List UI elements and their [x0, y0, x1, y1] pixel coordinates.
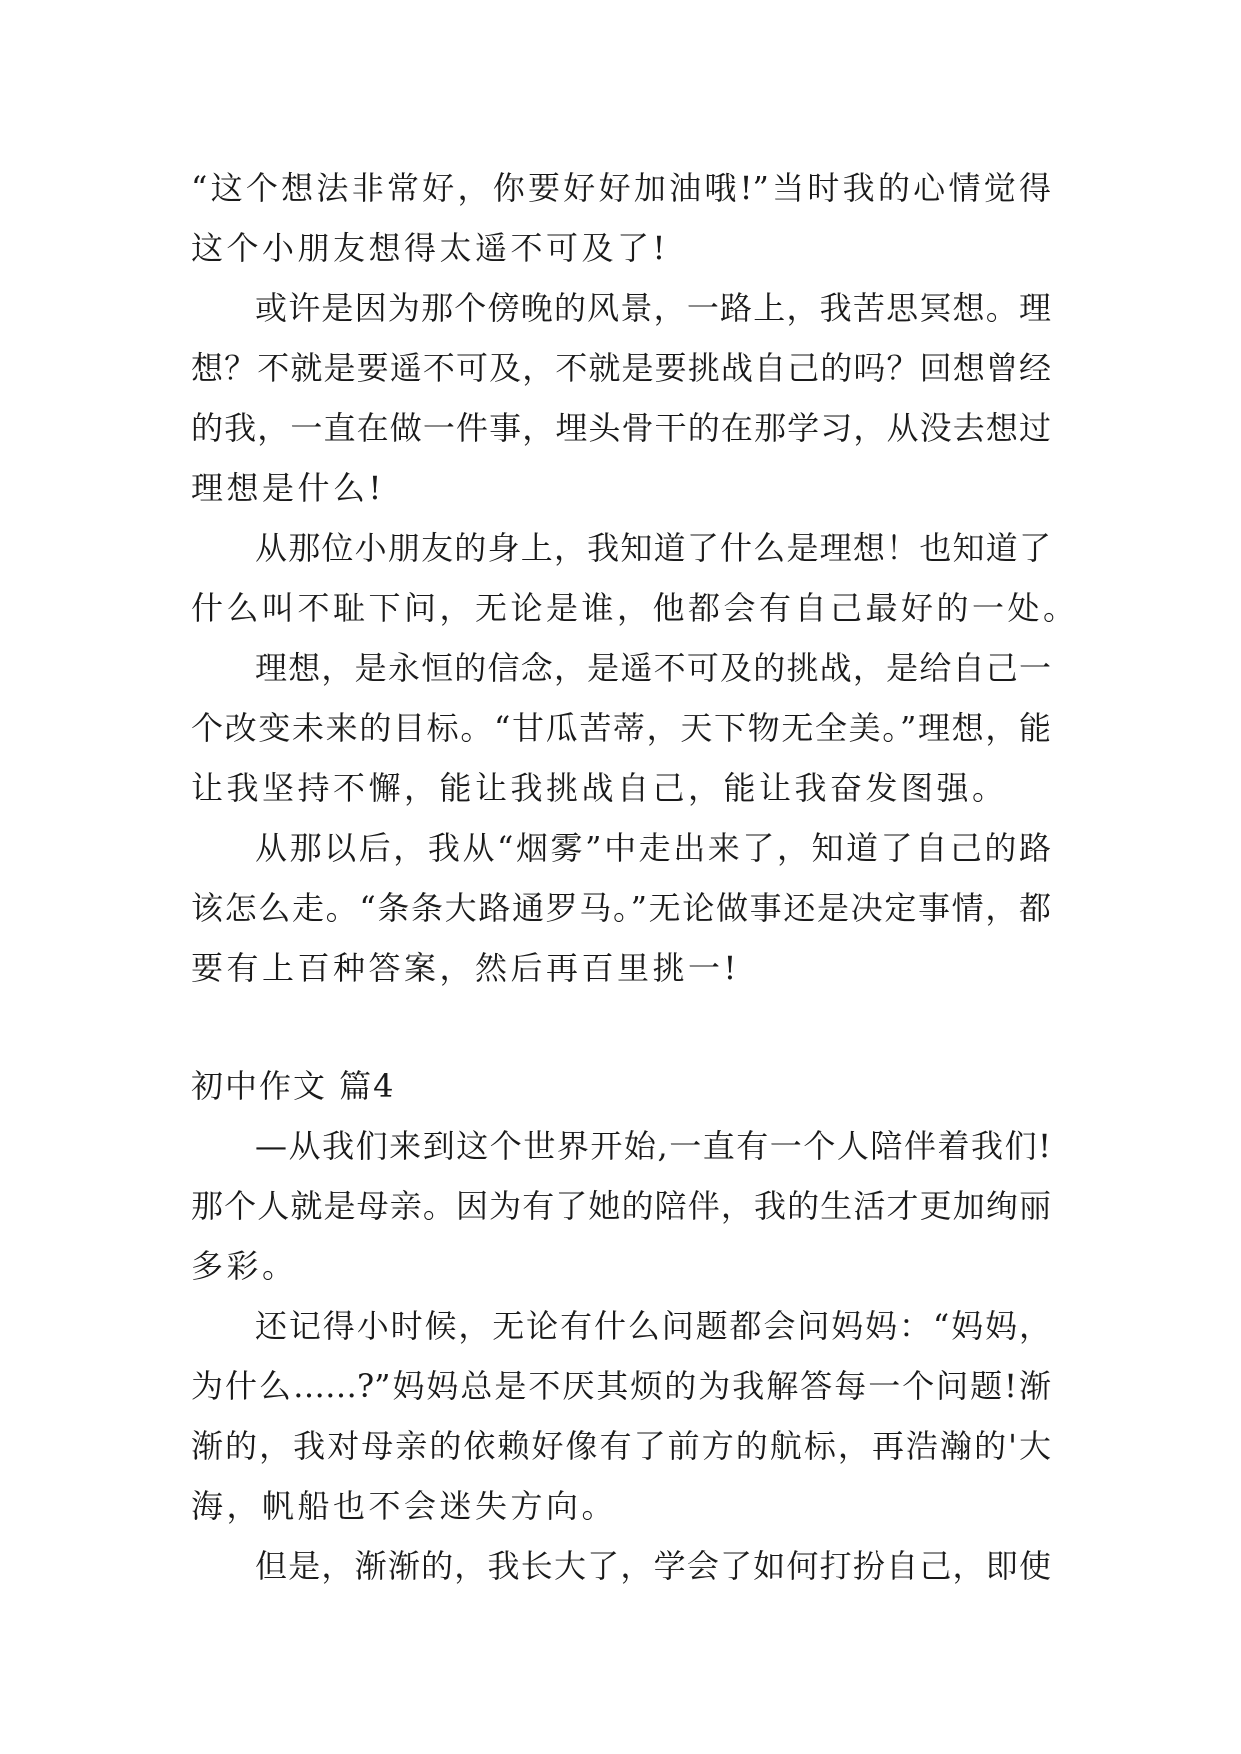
section-gap — [191, 998, 1051, 1056]
text-line: 从那位小朋友的身上，我知道了什么是理想！也知道了 — [255, 529, 1051, 567]
text-line: “这个想法非常好，你要好好加油哦!”当时我的心情觉得 — [191, 169, 1051, 207]
paragraph — [191, 278, 1051, 518]
paragraph — [191, 1536, 1051, 1596]
paragraph — [191, 1296, 1051, 1536]
text-line: 那个人就是母亲。因为有了她的陪伴，我的生活才更加绚丽 — [191, 1187, 1051, 1225]
paragraph — [191, 1116, 1051, 1296]
text-line: 这个小朋友想得太遥不可及了! — [191, 229, 669, 267]
text-line: 还记得小时候，无论有什么问题都会问妈妈：“妈妈， — [255, 1307, 1051, 1345]
text-line: 要有上百种答案，然后再百里挑一! — [191, 949, 740, 987]
essay-body — [191, 158, 1079, 1596]
text-line: 从那以后，我从“烟雾”中走出来了，知道了自己的路 — [255, 829, 1051, 867]
paragraph — [191, 818, 1051, 998]
text-line: 或许是因为那个傍晚的风景，一路上，我苦思冥想。理 — [255, 289, 1051, 327]
text-line: 但是，渐渐的，我长大了，学会了如何打扮自己，即使 — [255, 1547, 1051, 1585]
text-line: 该怎么走。“条条大路通罗马。”无论做事还是决定事情，都 — [191, 889, 1051, 927]
text-line: 海，帆船也不会迷失方向。 — [191, 1487, 618, 1525]
section-heading: 初中作文 篇4 — [191, 1067, 396, 1105]
text-line: 为什么……?”妈妈总是不厌其烦的为我解答每一个问题!渐 — [191, 1367, 1051, 1405]
text-line: 个改变未来的目标。“甘瓜苦蒂，天下物无全美。”理想，能 — [191, 709, 1051, 747]
paragraph — [191, 638, 1051, 818]
text-line: 的我，一直在做一件事，埋头骨干的在那学习，从没去想过 — [191, 409, 1051, 447]
text-line: 什么叫不耻下问，无论是谁，他都会有自己最好的一处。 — [191, 589, 1079, 627]
paragraph — [191, 518, 1079, 638]
text-line: 渐的，我对母亲的依赖好像有了前方的航标，再浩瀚的'大 — [191, 1427, 1051, 1465]
text-line: —从我们来到这个世界开始,一直有一个人陪伴着我们! — [255, 1127, 1051, 1165]
text-line: 让我坚持不懈，能让我挑战自己，能让我奋发图强。 — [191, 769, 1008, 807]
text-line: 想？不就是要遥不可及，不就是要挑战自己的吗？回想曾经 — [191, 349, 1051, 387]
text-line: 多彩。 — [191, 1247, 298, 1285]
text-line: 理想，是永恒的信念，是遥不可及的挑战，是给自己一 — [255, 649, 1051, 687]
paragraph — [191, 158, 1051, 278]
text-line: 理想是什么! — [191, 469, 385, 507]
